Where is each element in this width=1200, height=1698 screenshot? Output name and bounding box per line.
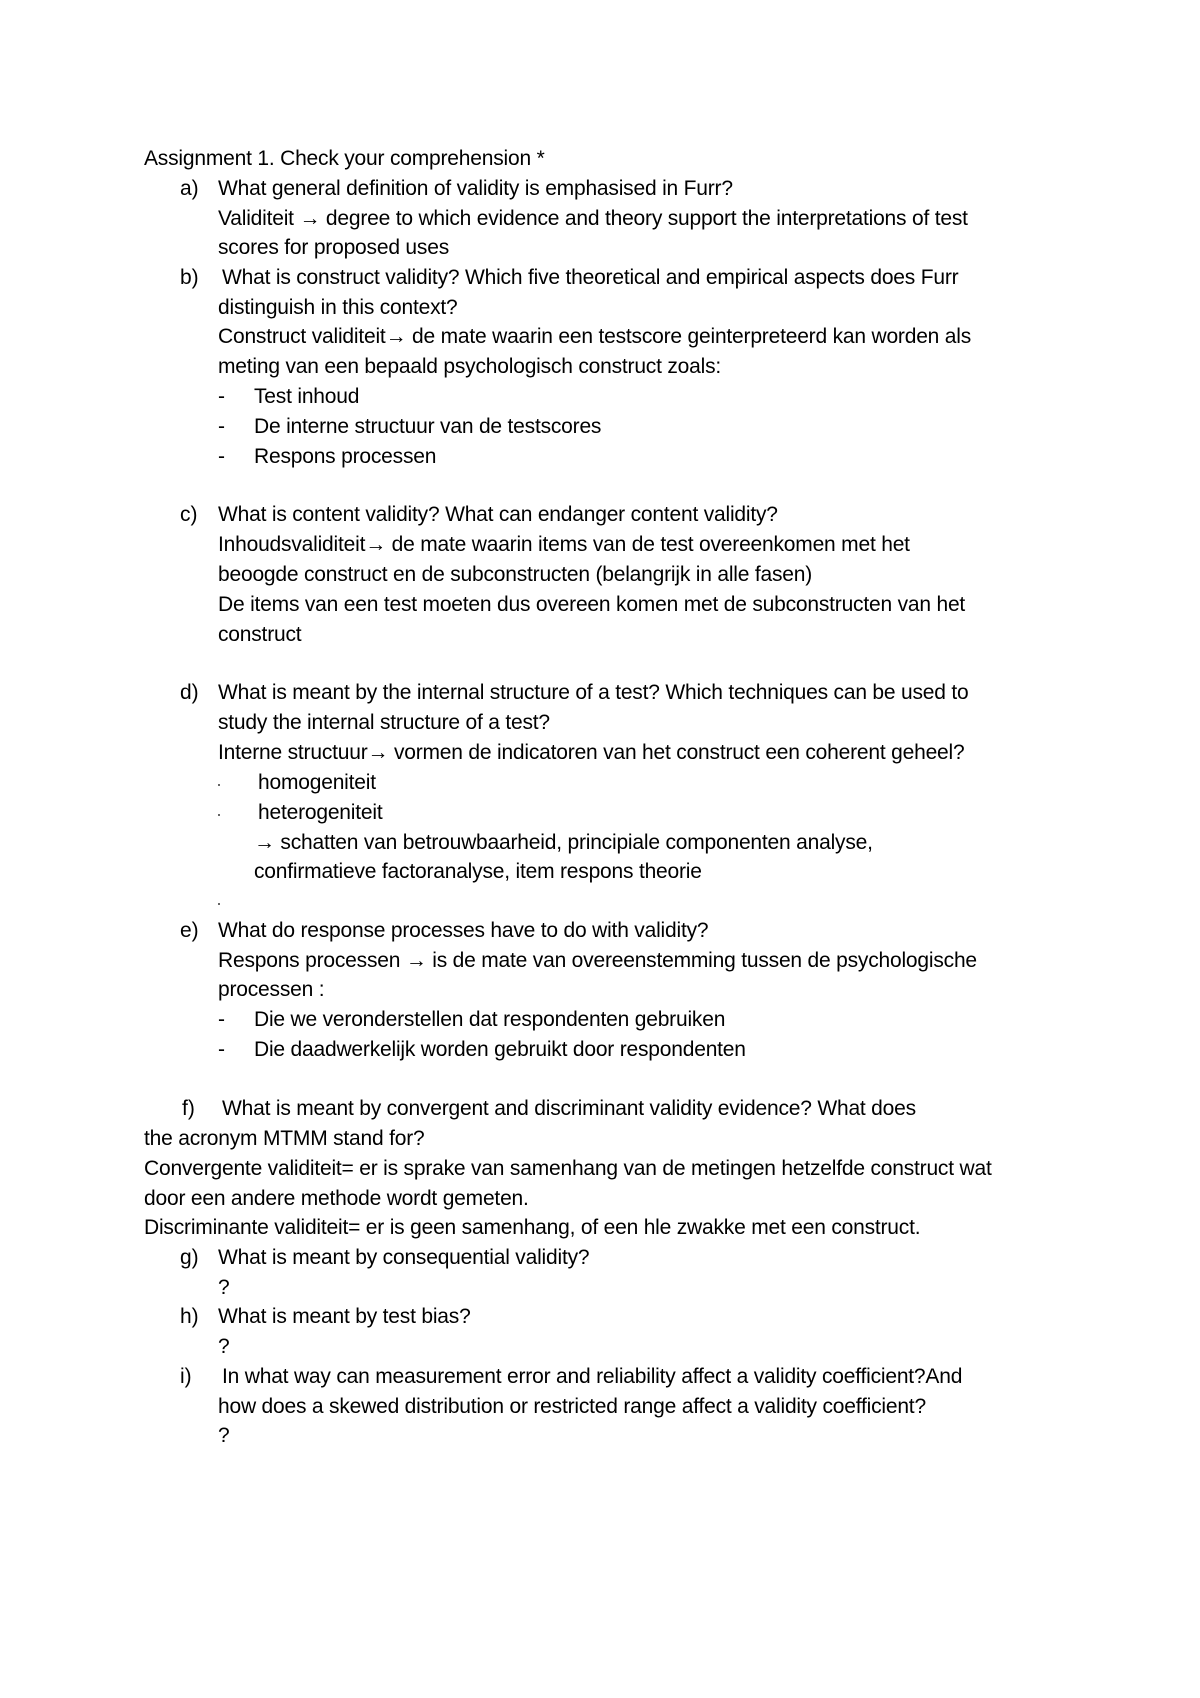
question-label-g: g) [180,1246,199,1269]
answer-b-bullet-1: Test inhoud [254,385,360,408]
answer-b-line2: meting van een bepaald psychologisch construct zoals: [218,355,722,378]
answer-b-bullet-2: De interne structuur van de testscores [254,415,602,438]
question-a: What general definition of validity is emphasised in Furr? [218,177,733,200]
answer-a-line1: Validiteit → degree to which evidence and theory support the interpretations of test [218,207,968,230]
question-label-c: c) [180,503,198,526]
answer-b-line1: Construct validiteit→ de mate waarin een testscore geinterpreteerd kan worden als [218,325,972,348]
answer-e-bullet-1: Die we veronderstellen dat respondenten gebruiken [254,1008,726,1031]
question-label-b: b) [180,266,199,289]
answer-e-bullet-2: Die daadwerkelijk worden gebruikt door respondenten [254,1038,746,1061]
question-label-i: i) [180,1365,192,1388]
bullet-dot [218,814,220,816]
answer-f-line2: door een andere methode wordt gemeten. [144,1187,529,1210]
question-b-line2: distinguish in this context? [218,296,458,319]
answer-a-line2: scores for proposed uses [218,236,449,259]
answer-d-item1: homogeniteit [258,771,376,794]
answer-c-line4: construct [218,623,302,646]
question-label-e: e) [180,919,199,942]
answer-c-line1: Inhoudsvaliditeit→ de mate waarin items van de test overeenkomen met het [218,533,910,556]
answer-c-line2: beoogde construct en de subconstructen (belangrijk in alle fasen) [218,563,813,586]
answer-i: ? [218,1424,230,1447]
question-f-line2: the acronym MTMM stand for? [144,1127,425,1150]
bullet-dot [218,784,220,786]
bullet-dash: - [218,1038,225,1061]
answer-h: ? [218,1335,230,1358]
answer-e-line2: processen : [218,978,325,1001]
answer-c-line3: De items van een test moeten dus overeen komen met de subconstructen van het [218,593,966,616]
answer-d-item2: heterogeniteit [258,801,383,824]
answer-f-line3: Discriminante validiteit= er is geen samenhang, of een hle zwakke met een construct. [144,1216,921,1239]
answer-f-line1: Convergente validiteit= er is sprake van samenhang van de metingen hetzelfde construct wat [144,1157,992,1180]
answer-g: ? [218,1276,230,1299]
bullet-dash: - [218,385,225,408]
bullet-dot [218,903,220,905]
question-label-h: h) [180,1305,199,1328]
bullet-dash: - [218,445,225,468]
question-c: What is content validity? What can endanger content validity? [218,503,778,526]
question-f-line1: What is meant by convergent and discriminant validity evidence? What does [222,1097,916,1120]
answer-d-line1: Interne structuur→ vormen de indicatoren van het construct een coherent geheel? [218,741,965,764]
question-i-line1: In what way can measurement error and reliability affect a validity coefficient?And [222,1365,963,1388]
question-h: What is meant by test bias? [218,1305,471,1328]
page-title: Assignment 1. Check your comprehension * [144,147,545,170]
question-d-line1: What is meant by the internal structure of a test? Which techniques can be used to [218,681,969,704]
question-label-a: a) [180,177,199,200]
question-d-line2: study the internal structure of a test? [218,711,550,734]
bullet-dash: - [218,1008,225,1031]
question-label-d: d) [180,681,199,704]
question-g: What is meant by consequential validity? [218,1246,590,1269]
answer-b-bullet-3: Respons processen [254,445,437,468]
question-label-f: f) [182,1097,195,1120]
answer-d-line2: → schatten van betrouwbaarheid, principiale componenten analyse, [254,831,873,854]
bullet-dash: - [218,415,225,438]
question-i-line2: how does a skewed distribution or restricted range affect a validity coefficient? [218,1395,926,1418]
answer-e-line1: Respons processen → is de mate van overeenstemming tussen de psychologische [218,949,977,972]
question-b-line1: What is construct validity? Which five theoretical and empirical aspects does Furr [222,266,959,289]
question-e: What do response processes have to do with validity? [218,919,709,942]
answer-d-line3: confirmatieve factoranalyse, item respons theorie [254,860,702,883]
